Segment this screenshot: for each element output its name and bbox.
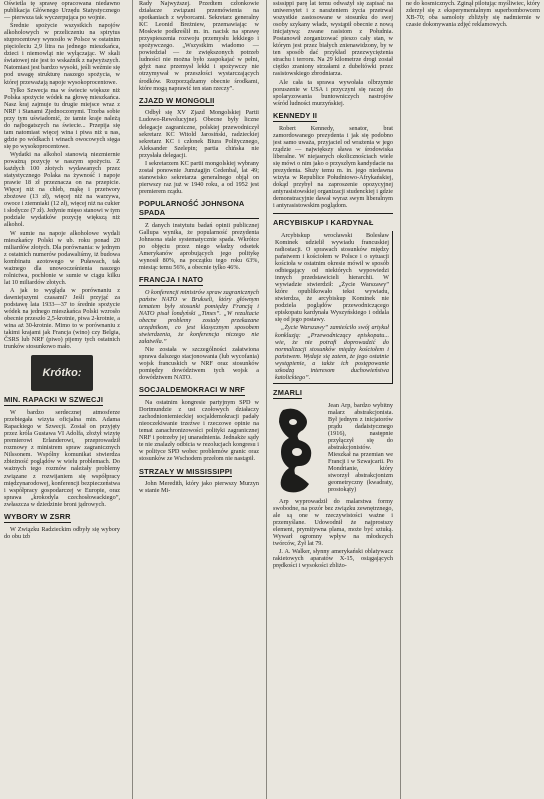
body-paragraph: Nie została w szczególności załatwiona sprawa dalszego stacjonowania (lub wycofania) wojsk francuskich w NRF oraz stosunków pomiędzy dowództwem tych wojsk a dowództwem NATO.	[139, 346, 259, 382]
section-heading	[139, 468, 259, 478]
arp-sculpture-image	[273, 404, 323, 496]
column-1	[4, 0, 120, 799]
body-paragraph: ssissippi parę lat temu odważył się zapisać na uniwersytet i z narażeniem życia przetrwał wszystkie zastosowane w stosunku do swej osoby szykany władz, wystąpił obecnie z nową inicjatywą: zwane rasistom z Południa. Postanowił zorganizować pieszo cały stan, w którym jest przez białych znienawidzony, by w ten sposób dać przykład przezwyciężenia strachu i terroru. Na 29 kilometrze drogi został ciężko zraniony strzałami z dubeltówki przez rasistowskiego zbrodniarza.	[273, 0, 393, 78]
heading-text: ZJAZD W MONGOLII	[139, 95, 215, 105]
column-rule	[400, 0, 401, 799]
body-paragraph: Z danych instytutu badań opinii publicznej Gallupa wynika, że popularność prezydenta Johnsona stale systematycznie spada. Wkrótce po objęciu przez niego władzy odsetek Amerykanów aprobujących jego politykę wynosił 80%, na początku tego roku 63%, miesiąc temu 56%, a obecnie tylko 46%.	[139, 221, 259, 271]
section-heading	[139, 97, 259, 107]
body-paragraph: W bardzo serdecznej atmosferze przebiegała wizyta oficjalna min. Adama Rapackiego w Szwecji. Został on przyjęty przez króla Gustawa VI Adolfa, złożył wizytę premierowi Erlanderowi, przeprowadził rozmowy z ministrem spraw zagranicznych Nilssonem. Wspólny komunikat stwierdza zbieżność poglądów w wielu problemach. Do ważnych tego rozmów należały problemy związane z rozwijaniem się współpracy międzynarodowej, konferencji bezpieczeństwa i współpracy gospodarczej w Europie, oraz sprawa „krokodyla czechosłowackiego”, zwłaszcza w dziedzinie broni jądrowych.	[4, 409, 120, 508]
section-heading	[139, 276, 259, 286]
body-paragraph: O konferencji ministrów spraw zagranicznych państw NATO w Brukseli, który głównym tematem były stosunki pomiędzy Francją i NATO pisał londyński „Times”. „W rezultacie obecne problemy zostały przekazane urzędnikom, co jest klasycznym sposobem stwierdzenia, że konferencja niczego nie załatwiła.”	[139, 288, 259, 346]
column-3	[273, 0, 393, 799]
heading-text: STRZAŁY W MISSISSIPPI	[139, 466, 233, 476]
body-paragraph: Wydatki na alkohol stanowią niezmiernie poważną pozycję w naszym spożyciu. Z każdych 100 złotych wydawanych przez statystycznego Polaka na żywność i napoje prawie 18 zł przeznacza on na przepicie. Więcej niż na chleb, mąkę i przetwory zbożowe (13 zł), więcej niż na warzywa, owoce i ziemniaki (12 zł), więcej niż na cukier i słodycze (7 zł). Jedynie mięso stanowi w tym podziale wydatków pozycję większą niż alkohol.	[4, 150, 120, 229]
body-paragraph: Tylko Szwecja ma w świecie większe niż Polska spożycie wódek na głowę mieszkańca. Nasz kraj zajmuje tu drugie miejsce wraz z NRF i Stanami Zjednoczonymi. Trzeba sobie przy tym uświadomić, że tamte kraje należą do najbogatszych na świecie... Przepija się tam natomiast więcej wina i piwa niż u nas, gdzie po wódkach i winach owocowych sięga się po wysokoprocentowe.	[4, 86, 120, 150]
body-paragraph: Rady Najwyższej. Przedtem członkowie działacze związani przemówienia na spotkaniach z wyborcami. Sekretarz generalny KC Leonid Breżniew, przemawiając w Moskwie podkreślił m. in. nacisk na sprawę przyspieszenia rozwoju przemysłu lekkiego i spożywczego. „Wszystkim wiadomo — powiedział — że zwiększonych potrzeb ludności nie można było zaspokajać w pełni, gdyż nasz przemysł lekki i spożywczy nie otrzymywał w przeszłości wystarczających środków. Rozporządzamy obecnie środkami, które mogą naprawić ten stan rzeczy”.	[139, 0, 259, 92]
body-paragraph: Arcybiskup wrocławski Bolesław Kominek udzielił wywiadu francuskiej radiostacji. O sprawach stosunków między państwem i kościołem w Polsce i o sytuacji kościoła w ostatnim okresie mówił w sposób odbiegający od niektórych wypowiedzi innych przedstawicieli hierarchii. W wywiadzie stwierdził: „Życie Warszawy” które opublikowało tekst wywiadu, stwierdza, że arcybiskup Kominek nie podziela poglądów przewodniczącego episkopatu kardynała Wyszyńskiego i oddala się od jego postawy.	[275, 231, 389, 324]
heading-text: POPULARNOŚĆ JOHNSONA SPADA	[139, 200, 259, 219]
body-paragraph: Odbył się XV Zjazd Mongolskiej Partii Ludowo-Rewolucyjnej. Obecne były liczne delegacje zagraniczne, polskiej przewodniczył sekretarz KC Witold Jarosiński, radzieckiej sekretarz KC i członek Biura Politycznego, Aleksander Szelepin; partia chińska nie przysłała delegacji.	[139, 109, 259, 159]
body-paragraph: A jak to wygląda w porównaniu z dawniejszymi czasami? Jeśli przyjąć za podstawę lata 1933—37 to średnie spożycie wódek na jednego mieszkańca Polski wzrosło obecnie przeszło 2,5-krotnie, piwa 2-krotnie, a wina aż 30-krotnie. Mimo to w porównaniu z takimi krajami jak Francja (wino) czy Belgia, ČSRS lub NRF (piwo) pijemy tych ostatnich trunków stosunkowo mało.	[4, 286, 120, 351]
column-4	[406, 0, 540, 799]
body-paragraph: I sekretarzem KC partii mongolskiej wybrany został ponownie Jumżagijn Cedenbal, lat 49; stanowisko sekretarza generalnego objął on pierwszy raz już w 1940 roku, a od 1952 jest premierem rządu.	[139, 159, 259, 195]
heading-text: ARCYBISKUP I KARDYNAŁ	[273, 218, 374, 228]
column-2	[139, 0, 259, 799]
body-paragraph: W Związku Radzieckim odbyły się wybory do obu izb	[4, 525, 120, 540]
column-rule	[132, 0, 133, 799]
body-paragraph: „Życie Warszawy” zamieściło swój artykuł konkluzją: „Przewodniczący episkopatu... wie, że nie potrafi doprowadzić do normalizacji stosunków między kościołem i państwem. Wydaje się zatem, że jego ostatnie wystąpienie, a także ich postępowanie szkodzą interesom duchowieństwa katolickiego”.	[275, 324, 389, 381]
section-heading	[139, 386, 259, 396]
heading-text: WYBORY W ZSRR	[4, 511, 71, 521]
heading-text: KENNEDY II	[273, 110, 318, 120]
section-heading	[273, 219, 393, 228]
boxed-article	[273, 231, 393, 384]
section-heading	[139, 200, 259, 219]
column-rule	[266, 0, 267, 799]
body-paragraph: Ale cała ta sprawa wywołała olbrzymie poruszenie w USA i przyczyni się raczej do spolaryzowania buntowniczych nastrojów wśród ludności murzyńskiej.	[273, 78, 393, 107]
body-paragraph: Średnie spożycie wszystkich napojów alkoholowych w przeliczeniu na spirytus stuprocentowy wynosiło w Polsce w ostatnim pięcioleciu 2,9 litra na jednego mieszkańca, dzieci i niemowląt nie wyłączając. W skali światowej nie jest to wskaźnik z najwyższych. Natomiast jest bardzo wysoki, jeśli weźmie się pod uwagę strukturę naszego spożycia, w której przeważają napoje wysokoprocentowe.	[4, 22, 120, 86]
body-paragraph: J. A. Walker, słynny amerykański oblatywacz rakietowych aparatów X-15, osiągających prędkości i wysokości zbliżo-	[273, 547, 393, 570]
body-paragraph: ne do kosmicznych. Zginął pilotując myśliwiec, który zderzył się z eksperymentalnym superbombowcem XB-70; oba samoloty zbliżyły się nadmiernie w czasie dokonywania zdjęć reklamowych.	[406, 0, 540, 29]
body-paragraph: Oświetla tę sprawę opracowana niedawno publikacja Głównego Urzędu Statystycznego — pierwsza tak wyczerpująca po wojnie.	[4, 0, 120, 22]
section-heading	[273, 112, 393, 122]
heading-text: SOCJALDEMOKRACI W NRF	[139, 385, 246, 395]
heading-text: FRANCJA I NATO	[139, 274, 204, 284]
heading-text: MIN. RAPACKI W SZWECJI	[4, 395, 104, 405]
section-heading	[273, 389, 393, 399]
body-paragraph: W sumie na napoje alkoholowe wydali mieszkańcy Polski w ub. roku ponad 20 miliardów złotych. Dla porównania: w jednym z ostatnich numerów podawaliśmy, iż budowa kombinatu azotowego w Puławach, tak ważnego dla unowocześnienia naszego rolnictwa, pochłonie w sumie w ciągu kilku lat 10 miliardów złotych.	[4, 229, 120, 286]
section-divider	[273, 213, 393, 214]
heading-text: ZMARLI	[273, 387, 303, 397]
body-paragraph: Arp wyprowadził do malarstwa formy swobodne, na pozór bez związku zewnętrznego, ale są one w rzeczywistości ważne i przemyślane. Udowodnił że najprostszy element, prymitywna plama, może być sztuką. Wywarł ogromny wpływ na młodszych twórców, Żył lat 79.	[273, 497, 393, 547]
body-paragraph: Na ostatnim kongresie partyjnym SPD w Dortmundzie z ust czołowych działaczy zachodnioniemieckiej socjaldemokracji padały nieoczekiwanie trzeźwe i rzeczowe opinie na temat zanachronizowości polityki zagranicznej NRF i potrzeby jej unaradnienia. Jednakże sądy te nie znalazły odbicia w rezolucjach kongresu i w polityce SPD wobec problemów granic oraz stosunków ze Wschodem przełom nie nastąpił.	[139, 399, 259, 463]
body-paragraph: Jean Arp, bardzo wybitny malarz abstrakcjonista. Był jednym z inicjatorów prądu dadaistycznego (1916), następnie przyłączył się do abstrakcjonistów. Mieszkał na przemian we Francji i w Szwajcarii. Po Mondrianie, który stworzył abstrakcjonizm geometryczny (kwadraty, prostokąty)	[328, 401, 393, 494]
section-heading	[4, 396, 120, 406]
section-heading	[4, 513, 120, 523]
krotko-logo: Krótko:	[31, 355, 93, 391]
body-paragraph: John Meredith, który jako pierwszy Murzyn w stanie Mi-	[139, 480, 259, 495]
body-paragraph: Robert Kennedy, senator, brat zamordowanego prezydenta i jak się podobno jest samo uważa, przyjaciel od wrażenia w jego rządzie — największy sława w środowiska liberalne. W niejasnych okolicznościach wiele się mówi o nim jako o przyszłym kandydacie na prezydenta. Służy temu m. in. jego niedawna wizyta w Republice Południowo-Afrykańskiej, dokąd przybył na zaproszenie opozycyjnej antyrasistowskiej organizacji studenckiej i gdzie demonstracyjnie dawał wyraz swym liberalnym i antyrasistowskim poglądom.	[273, 124, 393, 210]
